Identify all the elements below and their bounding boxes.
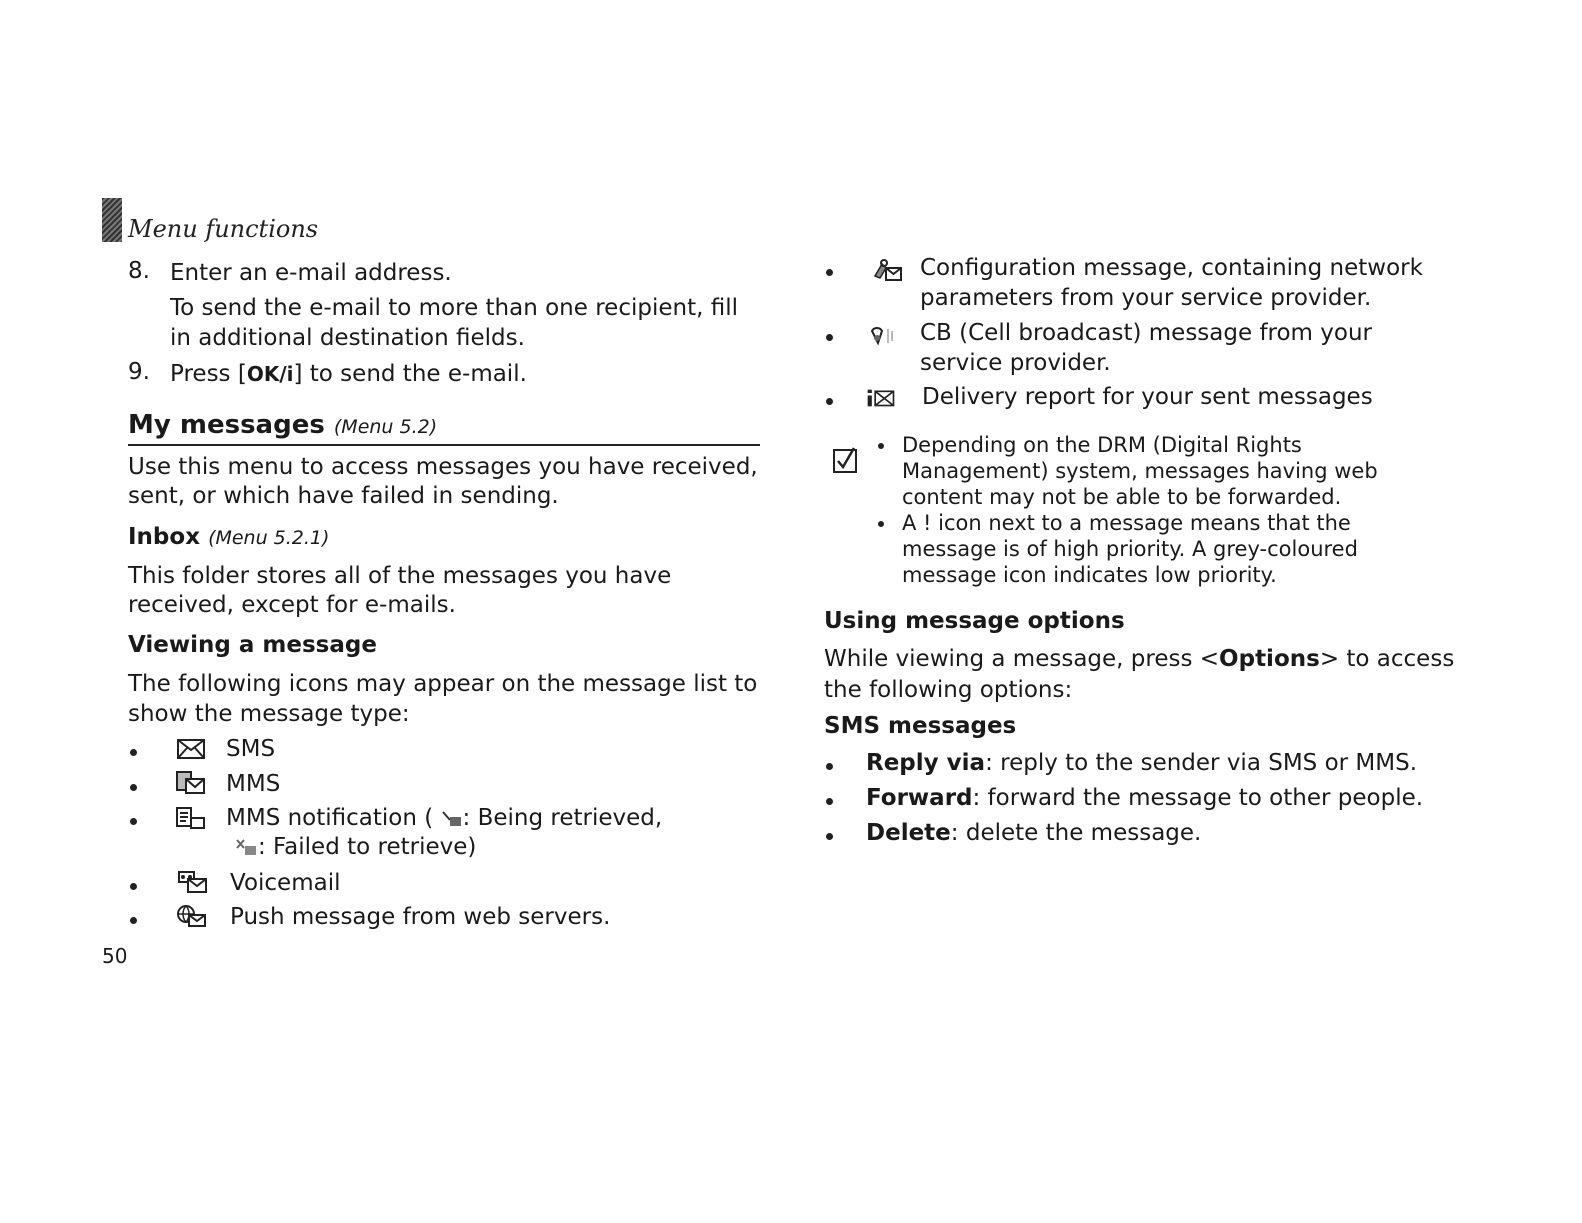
- note-bullet: [878, 443, 884, 449]
- icon-label-mms-failed: [236, 832, 476, 862]
- step-9-text-before: Press [: [170, 361, 247, 387]
- step-8-detail-line2: in additional destination fields.: [170, 325, 525, 351]
- bullet: [826, 798, 833, 805]
- cb-message-line1: CB (Cell broadcast) message from your: [920, 320, 1372, 346]
- header-title: Menu functions: [128, 215, 319, 243]
- sms-envelope-icon: [176, 737, 206, 761]
- note-b2-line3: message icon indicates low priority.: [902, 563, 1277, 587]
- note-b2-line2: message is of high priority. A grey-coloured: [902, 537, 1358, 561]
- bullet: [130, 917, 137, 924]
- step-8-text: Enter an e-mail address.: [170, 260, 452, 286]
- icon-label-push: Push message from web servers.: [230, 904, 611, 930]
- note-checkbox-icon: [832, 446, 858, 474]
- cell-broadcast-icon: [868, 323, 898, 347]
- mms-notification-label-a: MMS notification (: [226, 805, 434, 831]
- option-desc-delete: : delete the message.: [950, 820, 1202, 846]
- section-title-my-messages: [128, 410, 437, 440]
- option-desc-forward: : forward the message to other people.: [972, 785, 1424, 811]
- viewing-desc-line2: show the message type:: [128, 701, 410, 727]
- mms-notification-icon: [176, 806, 206, 830]
- bullet: [826, 763, 833, 770]
- note-b1-line3: content may not be able to be forwarded.: [902, 485, 1342, 509]
- configuration-message-icon: [872, 258, 902, 282]
- bullet: [130, 784, 137, 791]
- icon-label-voicemail: Voicemail: [230, 870, 341, 896]
- delivery-report-icon: [866, 386, 896, 410]
- option-term-reply-via: Reply via: [866, 750, 986, 776]
- my-messages-title: My messages: [128, 410, 325, 440]
- inbox-title: Inbox: [128, 524, 201, 550]
- cb-message-line2: service provider.: [920, 350, 1111, 376]
- my-messages-desc-line2: sent, or which have failed in sending.: [128, 483, 559, 509]
- step-8-number: 8.: [128, 258, 150, 284]
- option-reply-via: [866, 748, 1417, 778]
- mms-notification-label-b: : Being retrieved,: [462, 805, 663, 831]
- mms-icon: [176, 771, 206, 795]
- options-softkey: Options: [1219, 646, 1320, 672]
- note-b1-line2: Management) system, messages having web: [902, 459, 1378, 483]
- option-desc-reply-via: : reply to the sender via SMS or MMS.: [985, 750, 1418, 776]
- inbox-desc-line1: This folder stores all of the messages you have: [128, 563, 672, 589]
- note-b1-line1: Depending on the DRM (Digital Rights: [902, 433, 1302, 457]
- my-messages-desc-line1: Use this menu to access messages you have received,: [128, 454, 758, 480]
- delivery-report-text: Delivery report for your sent messages: [922, 384, 1373, 410]
- bullet: [130, 749, 137, 756]
- mms-failed-label: : Failed to retrieve): [258, 834, 477, 860]
- step-9-text-after: ] to send the e-mail.: [293, 361, 527, 387]
- voicemail-icon: [178, 870, 208, 894]
- option-forward: [866, 783, 1423, 813]
- inbox-menu-ref: (Menu 5.2.1): [208, 527, 330, 549]
- failed-retrieve-icon: [236, 834, 258, 852]
- option-term-forward: Forward: [866, 785, 973, 811]
- sms-messages-heading: SMS messages: [824, 713, 1017, 739]
- step-8-detail-line1: To send the e-mail to more than one recipient, fill: [170, 295, 738, 321]
- icon-label-mms: MMS: [226, 771, 281, 797]
- header-mark: [102, 198, 122, 242]
- icon-label-mms-notification: [226, 803, 662, 833]
- section-rule: [128, 444, 760, 446]
- config-message-line2: parameters from your service provider.: [920, 285, 1372, 311]
- note-b2-line1: A ! icon next to a message means that the: [902, 511, 1351, 535]
- config-message-line1: Configuration message, containing network: [920, 255, 1423, 281]
- my-messages-menu-ref: (Menu 5.2): [333, 416, 438, 438]
- options-desc-line2: the following options:: [824, 677, 1073, 703]
- bullet: [826, 334, 833, 341]
- push-message-icon: [176, 904, 206, 928]
- bullet: [826, 269, 833, 276]
- options-desc-a: While viewing a message, press <: [824, 646, 1220, 672]
- bullet: [130, 883, 137, 890]
- inbox-heading: [128, 524, 329, 550]
- option-delete: [866, 818, 1201, 848]
- viewing-desc-line1: The following icons may appear on the message list to: [128, 671, 758, 697]
- bullet: [826, 833, 833, 840]
- viewing-heading: Viewing a message: [128, 632, 377, 658]
- step-9-number: 9.: [128, 359, 150, 385]
- icon-label-sms: SMS: [226, 736, 276, 762]
- bullet: [826, 398, 833, 405]
- note-bullet: [878, 521, 884, 527]
- being-retrieved-icon: [441, 805, 463, 823]
- ok-key: OK/i: [246, 362, 294, 386]
- options-desc-line1: [824, 644, 1454, 674]
- option-term-delete: Delete: [866, 820, 951, 846]
- page-number: 50: [102, 944, 128, 968]
- bullet: [130, 818, 137, 825]
- inbox-desc-line2: received, except for e-mails.: [128, 592, 456, 618]
- options-desc-c: > to access: [1319, 646, 1455, 672]
- step-9-text: [170, 359, 527, 389]
- options-heading: Using message options: [824, 608, 1125, 634]
